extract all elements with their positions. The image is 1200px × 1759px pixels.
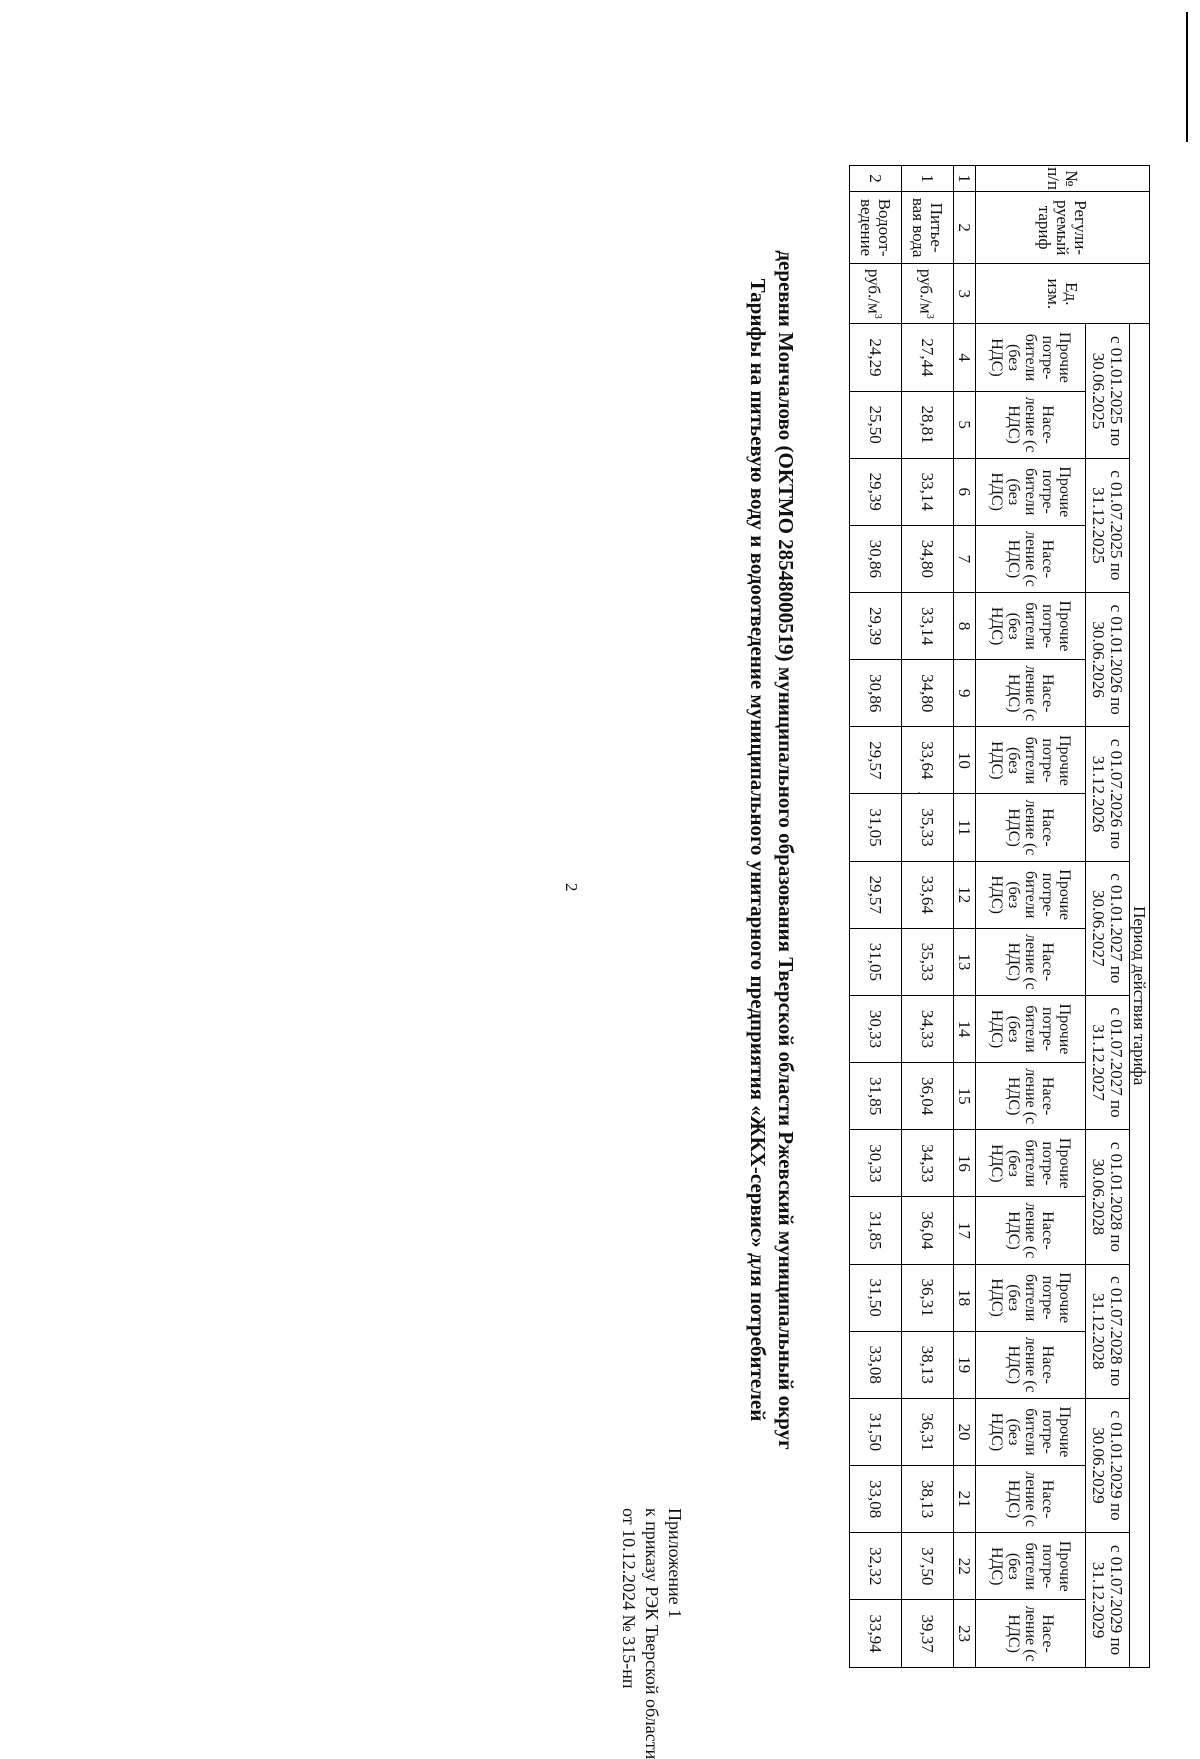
subheader-population: Насе-ление (с НДС)	[976, 928, 1086, 995]
tariff-value: 24,29	[850, 324, 902, 391]
subheader-other-consumers: Прочие потре-бители (без НДС)	[976, 1398, 1086, 1465]
subheader-other-consumers: Прочие потре-бители (без НДС)	[976, 458, 1086, 525]
column-number: 6	[954, 458, 976, 525]
column-number: 1	[954, 166, 976, 192]
tariff-value: 34,33	[902, 1130, 954, 1197]
tariff-value: 28,81	[902, 391, 954, 458]
row-unit	[902, 264, 954, 324]
subheader-other-consumers: Прочие потре-бители (без НДС)	[976, 995, 1086, 1062]
subheader-population: Насе-ление (с НДС)	[976, 1466, 1086, 1533]
tariff-value: 30,86	[850, 525, 902, 592]
tariff-value: 36,31	[902, 1398, 954, 1465]
tariff-value: 33,94	[850, 1600, 902, 1668]
column-number: 11	[954, 794, 976, 861]
period-header: с 01.01.2026 по 30.06.2026	[1086, 593, 1130, 727]
tariff-value: 38,13	[902, 1331, 954, 1398]
tariff-value: 36,04	[902, 1063, 954, 1130]
row-unit	[850, 264, 902, 324]
header-no: № п/п	[976, 166, 1150, 192]
subheader-other-consumers: Прочие потре-бители (без НДС)	[976, 593, 1086, 660]
tariff-value: 31,85	[850, 1197, 902, 1264]
column-number: 8	[954, 593, 976, 660]
tariff-value: 37,50	[902, 1533, 954, 1600]
subheader-population: Насе-ление (с НДС)	[976, 1331, 1086, 1398]
tariff-value: 33,64	[902, 727, 954, 794]
tariff-value: 31,05	[850, 928, 902, 995]
column-number: 23	[954, 1600, 976, 1668]
tariff-value: 34,80	[902, 525, 954, 592]
tariff-value: 29,57	[850, 861, 902, 928]
unit-superscript: 3	[924, 313, 936, 319]
appendix-line-3: от 10.12.2024 № 315-нп	[619, 1508, 639, 1689]
period-header: с 01.01.2027 по 30.06.2027	[1086, 861, 1130, 995]
title-line-2: деревни Мончалово (ОКТМО 28548000519) муниципального образования Тверской области Ржевский муниципальный округ	[774, 250, 798, 1450]
title-line-1: Тарифы на питьевую воду и водоотведение муниципального унитарного предприятия «ЖКХ-сервис» для потребителей	[746, 278, 770, 1422]
tariff-value: 30,33	[850, 995, 902, 1062]
tariff-value: 36,31	[902, 1264, 954, 1331]
tariff-value: 29,57	[850, 727, 902, 794]
subheader-population: Насе-ление (с НДС)	[976, 525, 1086, 592]
column-number: 15	[954, 1063, 976, 1130]
tariff-value: 31,50	[850, 1398, 902, 1465]
header-unit: Ед. изм.	[976, 264, 1150, 324]
subheader-population: Насе-ление (с НДС)	[976, 660, 1086, 727]
row-number: 1	[902, 166, 954, 192]
unit-superscript: 3	[872, 313, 884, 319]
period-header: с 01.07.2028 по 31.12.2028	[1086, 1264, 1130, 1398]
page-number: 2	[562, 883, 581, 892]
tariff-value: 30,33	[850, 1130, 902, 1197]
unit-text: руб./м	[916, 268, 936, 314]
unit-text: руб./м	[864, 268, 884, 314]
period-header: с 01.01.2029 по 30.06.2029	[1086, 1398, 1130, 1532]
subheader-other-consumers: Прочие потре-бители (без НДС)	[976, 324, 1086, 391]
tariff-value: 29,39	[850, 458, 902, 525]
subheader-population: Насе-ление (с НДС)	[976, 1197, 1086, 1264]
column-number: 17	[954, 1197, 976, 1264]
column-number: 19	[954, 1331, 976, 1398]
row-tariff-name: Водоот-ведение	[850, 192, 902, 264]
tariff-value: 31,85	[850, 1063, 902, 1130]
tariff-value: 36,04	[902, 1197, 954, 1264]
subheader-other-consumers: Прочие потре-бители (без НДС)	[976, 861, 1086, 928]
tariff-value: 32,32	[850, 1533, 902, 1600]
tariff-value: 35,33	[902, 794, 954, 861]
column-number: 12	[954, 861, 976, 928]
column-number: 9	[954, 660, 976, 727]
column-number: 13	[954, 928, 976, 995]
tariff-value: 34,80	[902, 660, 954, 727]
subheader-other-consumers: Прочие потре-бители (без НДС)	[976, 1264, 1086, 1331]
tariff-value: 30,86	[850, 660, 902, 727]
tariff-value: 33,14	[902, 593, 954, 660]
table-row	[902, 166, 954, 1668]
tariff-table	[849, 165, 1150, 1668]
column-number: 22	[954, 1533, 976, 1600]
column-number: 18	[954, 1264, 976, 1331]
header-period: Период действия тарифа	[1130, 324, 1150, 1668]
tariff-value: 39,37	[902, 1600, 954, 1668]
column-number: 3	[954, 264, 976, 324]
tariff-value: 31,50	[850, 1264, 902, 1331]
column-number: 7	[954, 525, 976, 592]
subheader-population: Насе-ление (с НДС)	[976, 794, 1086, 861]
appendix-line-1: Приложение 1	[665, 1508, 685, 1619]
header-tariff: Регули-руемый тариф	[976, 192, 1150, 264]
column-number: 2	[954, 192, 976, 264]
subheader-other-consumers: Прочие потре-бители (без НДС)	[976, 1533, 1086, 1600]
column-number: 16	[954, 1130, 976, 1197]
tariff-value: 33,64	[902, 861, 954, 928]
subheader-other-consumers: Прочие потре-бители (без НДС)	[976, 1130, 1086, 1197]
row-tariff-name: Питье-вая вода	[902, 192, 954, 264]
period-header: с 01.07.2025 по 31.12.2025	[1086, 458, 1130, 592]
subheader-population: Насе-ление (с НДС)	[976, 1600, 1086, 1668]
column-number: 21	[954, 1466, 976, 1533]
tariff-value: 33,08	[850, 1331, 902, 1398]
period-header: с 01.07.2029 по 31.12.2029	[1086, 1533, 1130, 1668]
tariff-value: 38,13	[902, 1466, 954, 1533]
table-row	[850, 166, 902, 1668]
column-number: 14	[954, 995, 976, 1062]
subheader-population: Насе-ление (с НДС)	[976, 391, 1086, 458]
tariff-value: 29,39	[850, 593, 902, 660]
column-number: 20	[954, 1398, 976, 1465]
tariff-value: 33,08	[850, 1466, 902, 1533]
appendix-block	[617, 1508, 686, 1759]
tariff-value: 25,50	[850, 391, 902, 458]
tariff-value: 33,14	[902, 458, 954, 525]
subheader-population: Насе-ление (с НДС)	[976, 1063, 1086, 1130]
period-header: с 01.01.2028 по 30.06.2028	[1086, 1130, 1130, 1264]
period-header: с 01.07.2027 по 31.12.2027	[1086, 995, 1130, 1129]
column-number: 10	[954, 727, 976, 794]
period-header: с 01.01.2025 по 30.06.2025	[1086, 324, 1130, 458]
appendix-line-2: к приказу РЭК Тверской области	[642, 1508, 662, 1759]
rotated-document	[496, 0, 1200, 1759]
tariff-value: 34,33	[902, 995, 954, 1062]
tariff-value: 35,33	[902, 928, 954, 995]
column-number: 4	[954, 324, 976, 391]
tariff-value: 31,05	[850, 794, 902, 861]
period-header: с 01.07.2026 по 31.12.2026	[1086, 727, 1130, 861]
tariff-value: 27,44	[902, 324, 954, 391]
row-number: 2	[850, 166, 902, 192]
subheader-other-consumers: Прочие потре-бители (без НДС)	[976, 727, 1086, 794]
column-number: 5	[954, 391, 976, 458]
